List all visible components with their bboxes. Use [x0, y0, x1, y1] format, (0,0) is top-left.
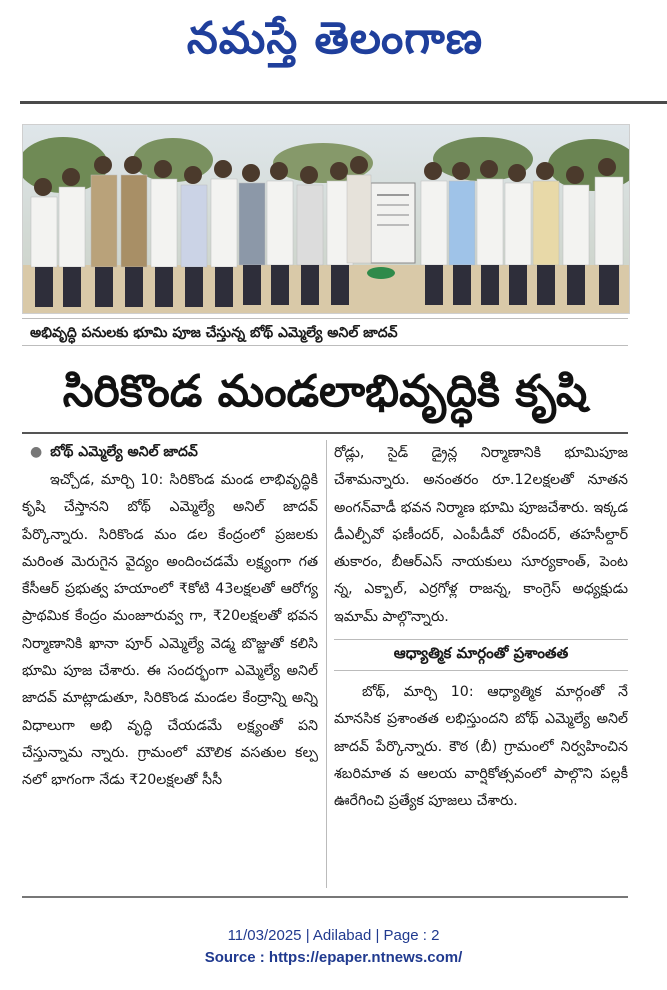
page-footer — [0, 925, 667, 969]
masthead-divider — [20, 101, 667, 104]
article-body-right: రోడ్లు, సైడ్ డ్రైన్ల నిర్మాణానికి భూమిపూజ చేశామన్నారు. అనంతరం రూ.12లక్షలతో నూతన అంగన్‌వాడీ భవన నిర్మాణ భూమి పూజచేశారు. ఇక్కడ డీఎల్పీవో ఫణీందర్, ఎంపీడీవో రవీందర్, తహసీల్దార్ తుకారం, బీఆర్ఎస్ నాయకులు సూర్యకాంత్, పెంట న్న, ఎక్బాల్, ఎర్రగోళ్ల రాజన్న, కాంగ్రెస్ అధ్యక్షుడు ఇమామ్ పాల్గొన్నారు. — [334, 445, 628, 625]
footer-source: Source : https://epaper.ntnews.com/ — [204, 949, 463, 966]
article-byline — [22, 440, 318, 467]
group-photo-illustration — [23, 125, 629, 313]
column-divider — [326, 440, 327, 888]
article-column-right — [334, 440, 628, 890]
photo-caption: అభివృద్ధి పనులకు భూమి పూజ చేస్తున్న బోథ్ ఎమ్మెల్యే అనిల్ జాదవ్ — [22, 318, 628, 346]
article-column-left — [22, 440, 318, 890]
news-photo — [22, 124, 630, 314]
byline-text: బోథ్ ఎమ్మెల్యే అనిల్ జాదవ్ — [50, 444, 198, 460]
headline-divider — [22, 432, 628, 434]
bottom-divider — [22, 896, 628, 898]
article-body-left: ఇచ్చోడ, మార్చి 10: సిరికొండ మండ లాభివృద్ధికి కృషి చేస్తానని బోథ్ ఎమ్మెల్యే అనిల్ జాదవ్ పేర్కొన్నారు. సిరికొండ మం డల కేంద్రంలో ప్రజలకు మరింత మెరుగైన వైద్యం అందించడమే లక్ష్యంగా గత కేసీఆర్ ప్రభుత్వ హయాంలో ₹కోటి 43లక్షలతో ఆరోగ్య ప్రాథమిక కేంద్రం మంజూరువ్వ గా, ₹20లక్షలతో భవన నిర్మాణానికి ఖానా పూర్ ఎమ్మెల్యే వెడ్మ బొజ్జుతో కలిసి భూమి పూజ చేశారు. ఈ సందర్భంగా ఎమ్మెల్యే అనిల్ జాదవ్ మాట్లాడుతూ, సిరికొండ మండల కేంద్రాన్ని అన్ని విధాలుగా అభి వృద్ధి చేయడమే లక్ష్యంతో పని చేస్తున్నామ న్నారు. గ్రామంలో మౌలిక వసతుల కల్ప నలో భాగంగా నేడు ₹20లక్షలతో సీసీ — [22, 472, 318, 789]
newspaper-logo: నమస్తే తెలంగాణ — [186, 13, 484, 64]
sidebar-story-body: బోథ్, మార్చి 10: ఆధ్యాత్మిక మార్గంతో నే మానసిక ప్రశాంతత లభిస్తుందని బోథ్ ఎమ్మెల్యే అనిల్ జాదవ్ పేర్కొన్నారు. కౌఠ (బీ) గ్రామంలో నిర్వహించిన శబరిమాత వ ఆలయ వార్షికోత్సవంలో పాల్గొని పల్లకీ ఊరేగించి ప్రత్యేక పూజలు చేశారు. — [334, 684, 628, 810]
sidebar-story-headline: ఆధ్యాత్మిక మార్గంతో ప్రశాంతత — [334, 639, 628, 671]
masthead — [0, 0, 667, 104]
footer-date-edition: 11/03/2025 | Adilabad | Page : 2 — [227, 927, 440, 944]
article-headline: సిరికొండ మండలాభివృద్ధికి కృషి — [62, 366, 588, 417]
bullet-icon: ● — [30, 444, 43, 460]
